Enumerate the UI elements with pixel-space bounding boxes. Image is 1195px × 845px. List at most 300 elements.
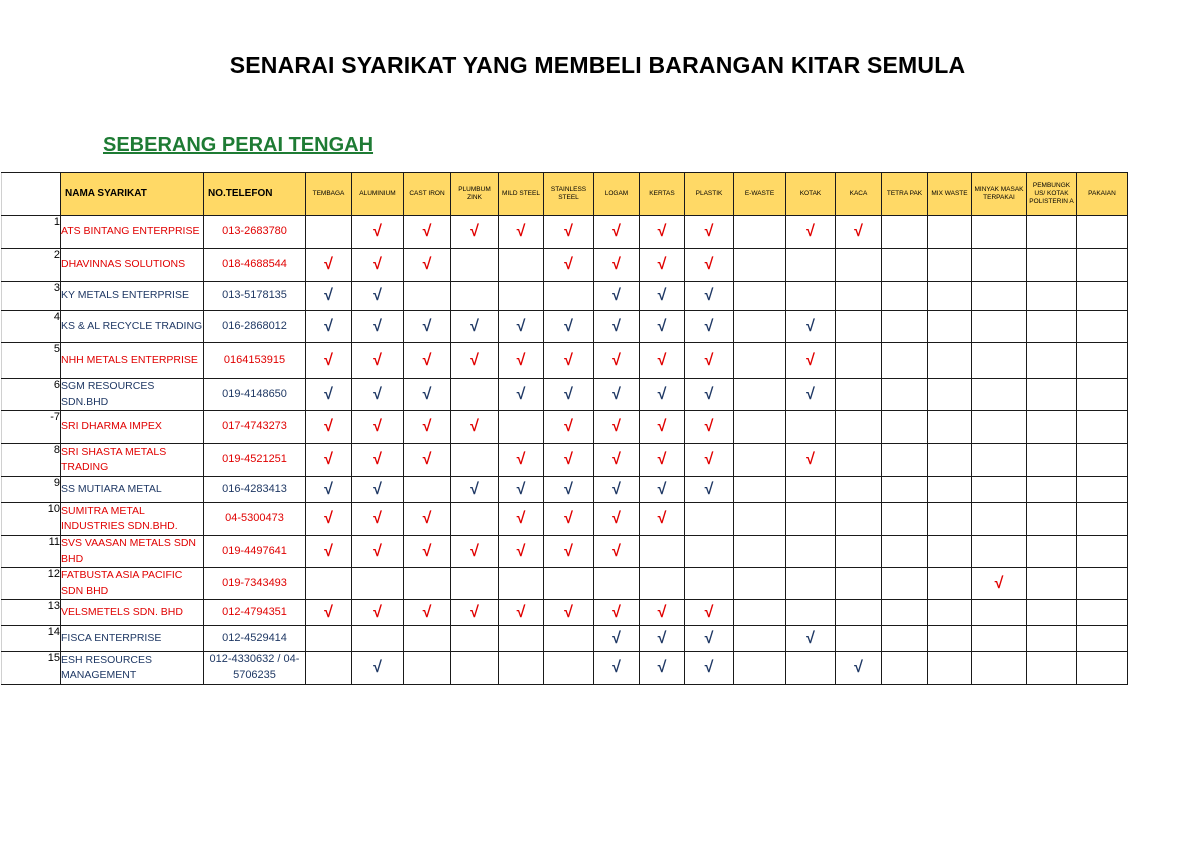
check-mark-icon: √ xyxy=(451,411,499,444)
empty-material-cell xyxy=(404,568,451,600)
check-mark-icon: √ xyxy=(306,444,352,477)
empty-material-cell xyxy=(1077,652,1128,685)
empty-material-cell xyxy=(404,652,451,685)
check-mark-icon: √ xyxy=(786,311,836,343)
empty-material-cell xyxy=(836,249,882,282)
check-mark-icon: √ xyxy=(685,477,734,503)
empty-material-cell xyxy=(882,343,928,379)
empty-material-cell xyxy=(1077,249,1128,282)
empty-material-cell xyxy=(1027,216,1077,249)
check-mark-icon: √ xyxy=(499,444,544,477)
empty-material-cell xyxy=(928,600,972,626)
check-mark-icon: √ xyxy=(640,444,685,477)
check-mark-icon: √ xyxy=(306,411,352,444)
check-mark-icon: √ xyxy=(499,477,544,503)
phone-cell: 04-5300473 xyxy=(204,503,306,536)
check-mark-icon: √ xyxy=(544,411,594,444)
check-mark-icon: √ xyxy=(451,600,499,626)
empty-material-cell xyxy=(451,652,499,685)
empty-material-cell xyxy=(928,626,972,652)
row-number: 8 xyxy=(2,444,61,477)
empty-material-cell xyxy=(1027,411,1077,444)
empty-material-cell xyxy=(882,216,928,249)
empty-material-cell xyxy=(734,249,786,282)
phone-cell: 019-4521251 xyxy=(204,444,306,477)
company-name-cell: SRI SHASTA METALS TRADING xyxy=(61,444,204,477)
empty-material-cell xyxy=(882,536,928,568)
check-mark-icon: √ xyxy=(499,503,544,536)
check-mark-icon: √ xyxy=(972,568,1027,600)
empty-material-cell xyxy=(882,503,928,536)
empty-material-cell xyxy=(928,411,972,444)
check-mark-icon: √ xyxy=(594,216,640,249)
check-mark-icon: √ xyxy=(640,477,685,503)
empty-material-cell xyxy=(786,652,836,685)
check-mark-icon: √ xyxy=(594,600,640,626)
check-mark-icon: √ xyxy=(352,216,404,249)
empty-material-cell xyxy=(306,568,352,600)
row-number: 13 xyxy=(2,600,61,626)
empty-material-cell xyxy=(928,536,972,568)
table-row xyxy=(2,536,1128,568)
check-mark-icon: √ xyxy=(499,379,544,411)
empty-material-cell xyxy=(451,626,499,652)
check-mark-icon: √ xyxy=(404,536,451,568)
phone-cell: 013-5178135 xyxy=(204,282,306,311)
empty-material-cell xyxy=(306,216,352,249)
empty-material-cell xyxy=(404,626,451,652)
row-number: 15 xyxy=(2,652,61,685)
check-mark-icon: √ xyxy=(404,249,451,282)
empty-material-cell xyxy=(1027,626,1077,652)
row-number: 6 xyxy=(2,379,61,411)
empty-material-cell xyxy=(499,626,544,652)
check-mark-icon: √ xyxy=(594,343,640,379)
empty-material-cell xyxy=(306,626,352,652)
empty-material-cell xyxy=(928,282,972,311)
phone-cell: 012-4794351 xyxy=(204,600,306,626)
phone-cell: 018-4688544 xyxy=(204,249,306,282)
table-header-row xyxy=(2,173,1128,216)
empty-material-cell xyxy=(1027,379,1077,411)
check-mark-icon: √ xyxy=(594,249,640,282)
check-mark-icon: √ xyxy=(594,379,640,411)
company-name-cell: SGM RESOURCES SDN.BHD xyxy=(61,379,204,411)
empty-material-cell xyxy=(1077,503,1128,536)
empty-material-cell xyxy=(1077,282,1128,311)
row-number: 10 xyxy=(2,503,61,536)
header-material: MIX WASTE xyxy=(928,173,972,216)
header-phone: NO.TELEFON xyxy=(204,173,306,216)
check-mark-icon: √ xyxy=(499,600,544,626)
empty-material-cell xyxy=(1027,536,1077,568)
empty-material-cell xyxy=(1077,343,1128,379)
empty-material-cell xyxy=(451,249,499,282)
check-mark-icon: √ xyxy=(685,282,734,311)
empty-material-cell xyxy=(734,477,786,503)
empty-material-cell xyxy=(499,249,544,282)
empty-material-cell xyxy=(882,282,928,311)
empty-material-cell xyxy=(836,311,882,343)
empty-material-cell xyxy=(882,626,928,652)
empty-material-cell xyxy=(1077,536,1128,568)
check-mark-icon: √ xyxy=(594,311,640,343)
check-mark-icon: √ xyxy=(352,311,404,343)
empty-material-cell xyxy=(306,652,352,685)
empty-material-cell xyxy=(544,282,594,311)
empty-material-cell xyxy=(836,343,882,379)
empty-material-cell xyxy=(544,626,594,652)
empty-material-cell xyxy=(786,411,836,444)
phone-cell: 019-4497641 xyxy=(204,536,306,568)
table-row xyxy=(2,600,1128,626)
empty-material-cell xyxy=(1027,600,1077,626)
check-mark-icon: √ xyxy=(594,652,640,685)
empty-material-cell xyxy=(685,503,734,536)
phone-cell: 016-2868012 xyxy=(204,311,306,343)
empty-material-cell xyxy=(1077,600,1128,626)
header-material: KOTAK xyxy=(786,173,836,216)
table-row xyxy=(2,444,1128,477)
check-mark-icon: √ xyxy=(786,216,836,249)
empty-material-cell xyxy=(1027,503,1077,536)
table-row xyxy=(2,343,1128,379)
empty-material-cell xyxy=(1027,477,1077,503)
check-mark-icon: √ xyxy=(544,477,594,503)
empty-material-cell xyxy=(734,626,786,652)
check-mark-icon: √ xyxy=(352,249,404,282)
empty-material-cell xyxy=(928,477,972,503)
check-mark-icon: √ xyxy=(544,249,594,282)
empty-material-cell xyxy=(928,311,972,343)
check-mark-icon: √ xyxy=(836,652,882,685)
check-mark-icon: √ xyxy=(640,626,685,652)
company-name-cell: VELSMETELS SDN. BHD xyxy=(61,600,204,626)
empty-material-cell xyxy=(786,477,836,503)
empty-material-cell xyxy=(972,600,1027,626)
check-mark-icon: √ xyxy=(786,379,836,411)
empty-material-cell xyxy=(972,249,1027,282)
check-mark-icon: √ xyxy=(544,311,594,343)
phone-cell: 016-4283413 xyxy=(204,477,306,503)
check-mark-icon: √ xyxy=(306,379,352,411)
check-mark-icon: √ xyxy=(352,600,404,626)
empty-material-cell xyxy=(1077,379,1128,411)
check-mark-icon: √ xyxy=(404,600,451,626)
empty-material-cell xyxy=(928,568,972,600)
empty-material-cell xyxy=(734,216,786,249)
check-mark-icon: √ xyxy=(640,379,685,411)
check-mark-icon: √ xyxy=(352,411,404,444)
check-mark-icon: √ xyxy=(404,444,451,477)
empty-material-cell xyxy=(836,600,882,626)
table-row xyxy=(2,411,1128,444)
empty-material-cell xyxy=(882,568,928,600)
check-mark-icon: √ xyxy=(544,536,594,568)
company-name-cell: FATBUSTA ASIA PACIFIC SDN BHD xyxy=(61,568,204,600)
check-mark-icon: √ xyxy=(544,600,594,626)
empty-material-cell xyxy=(499,568,544,600)
check-mark-icon: √ xyxy=(404,343,451,379)
table-row xyxy=(2,568,1128,600)
check-mark-icon: √ xyxy=(352,503,404,536)
empty-material-cell xyxy=(972,311,1027,343)
company-name-cell: SUMITRA METAL INDUSTRIES SDN.BHD. xyxy=(61,503,204,536)
header-material: MILD STEEL xyxy=(499,173,544,216)
company-table xyxy=(1,172,1128,685)
check-mark-icon: √ xyxy=(306,600,352,626)
empty-material-cell xyxy=(836,444,882,477)
check-mark-icon: √ xyxy=(685,343,734,379)
phone-cell: 012-4529414 xyxy=(204,626,306,652)
company-name-cell: ESH RESOURCES MANAGEMENT xyxy=(61,652,204,685)
empty-material-cell xyxy=(928,652,972,685)
phone-cell: 012-4330632 / 04-5706235 xyxy=(204,652,306,685)
check-mark-icon: √ xyxy=(640,503,685,536)
empty-material-cell xyxy=(685,568,734,600)
header-material: MINYAK MASAK TERPAKAI xyxy=(972,173,1027,216)
empty-material-cell xyxy=(786,536,836,568)
check-mark-icon: √ xyxy=(544,379,594,411)
check-mark-icon: √ xyxy=(352,379,404,411)
empty-material-cell xyxy=(928,216,972,249)
empty-material-cell xyxy=(352,568,404,600)
empty-material-cell xyxy=(928,444,972,477)
empty-material-cell xyxy=(882,600,928,626)
empty-material-cell xyxy=(734,311,786,343)
check-mark-icon: √ xyxy=(306,477,352,503)
company-name-cell: SS MUTIARA METAL xyxy=(61,477,204,503)
check-mark-icon: √ xyxy=(306,536,352,568)
check-mark-icon: √ xyxy=(306,343,352,379)
check-mark-icon: √ xyxy=(404,503,451,536)
empty-material-cell xyxy=(544,652,594,685)
region-subtitle: SEBERANG PERAI TENGAH xyxy=(103,134,374,156)
table-row xyxy=(2,216,1128,249)
empty-material-cell xyxy=(1027,249,1077,282)
empty-material-cell xyxy=(1027,282,1077,311)
check-mark-icon: √ xyxy=(786,626,836,652)
empty-material-cell xyxy=(972,379,1027,411)
empty-material-cell xyxy=(882,477,928,503)
check-mark-icon: √ xyxy=(451,216,499,249)
header-material: E-WASTE xyxy=(734,173,786,216)
check-mark-icon: √ xyxy=(499,343,544,379)
check-mark-icon: √ xyxy=(404,379,451,411)
check-mark-icon: √ xyxy=(594,626,640,652)
check-mark-icon: √ xyxy=(306,503,352,536)
check-mark-icon: √ xyxy=(685,652,734,685)
page-title: SENARAI SYARIKAT YANG MEMBELI BARANGAN KITAR SEMULA xyxy=(229,52,966,78)
header-material: TEMBAGA xyxy=(306,173,352,216)
check-mark-icon: √ xyxy=(685,626,734,652)
row-number: 1 xyxy=(2,216,61,249)
empty-material-cell xyxy=(836,411,882,444)
empty-material-cell xyxy=(1077,444,1128,477)
empty-material-cell xyxy=(972,536,1027,568)
empty-material-cell xyxy=(1077,216,1128,249)
empty-material-cell xyxy=(972,503,1027,536)
check-mark-icon: √ xyxy=(685,444,734,477)
empty-material-cell xyxy=(734,568,786,600)
empty-material-cell xyxy=(836,503,882,536)
empty-material-cell xyxy=(544,568,594,600)
empty-material-cell xyxy=(734,652,786,685)
empty-material-cell xyxy=(499,282,544,311)
phone-cell: 019-7343493 xyxy=(204,568,306,600)
empty-material-cell xyxy=(594,568,640,600)
check-mark-icon: √ xyxy=(685,379,734,411)
empty-material-cell xyxy=(786,600,836,626)
check-mark-icon: √ xyxy=(640,311,685,343)
empty-material-cell xyxy=(451,379,499,411)
empty-material-cell xyxy=(972,444,1027,477)
check-mark-icon: √ xyxy=(499,311,544,343)
empty-material-cell xyxy=(928,503,972,536)
phone-cell: 017-4743273 xyxy=(204,411,306,444)
empty-material-cell xyxy=(928,379,972,411)
check-mark-icon: √ xyxy=(404,216,451,249)
table-row xyxy=(2,503,1128,536)
check-mark-icon: √ xyxy=(451,477,499,503)
empty-material-cell xyxy=(451,568,499,600)
empty-material-cell xyxy=(451,444,499,477)
check-mark-icon: √ xyxy=(594,503,640,536)
empty-material-cell xyxy=(836,282,882,311)
check-mark-icon: √ xyxy=(640,216,685,249)
company-name-cell: KS & AL RECYCLE TRADING xyxy=(61,311,204,343)
phone-cell: 0164153915 xyxy=(204,343,306,379)
empty-material-cell xyxy=(786,249,836,282)
empty-material-cell xyxy=(882,411,928,444)
phone-cell: 013-2683780 xyxy=(204,216,306,249)
empty-material-cell xyxy=(882,444,928,477)
empty-material-cell xyxy=(734,503,786,536)
empty-material-cell xyxy=(786,568,836,600)
empty-material-cell xyxy=(972,652,1027,685)
table-row xyxy=(2,652,1128,685)
header-material: STAINLESS STEEL xyxy=(544,173,594,216)
header-material: ALUMINIUM xyxy=(352,173,404,216)
empty-material-cell xyxy=(640,536,685,568)
table-body xyxy=(2,216,1128,685)
empty-material-cell xyxy=(1077,626,1128,652)
check-mark-icon: √ xyxy=(404,411,451,444)
empty-material-cell xyxy=(882,311,928,343)
check-mark-icon: √ xyxy=(640,600,685,626)
empty-material-cell xyxy=(734,379,786,411)
check-mark-icon: √ xyxy=(594,444,640,477)
table-row xyxy=(2,379,1128,411)
check-mark-icon: √ xyxy=(352,444,404,477)
empty-material-cell xyxy=(1077,411,1128,444)
check-mark-icon: √ xyxy=(836,216,882,249)
row-number: 2 xyxy=(2,249,61,282)
empty-material-cell xyxy=(972,282,1027,311)
row-number: 14 xyxy=(2,626,61,652)
empty-material-cell xyxy=(499,652,544,685)
empty-material-cell xyxy=(972,343,1027,379)
table-row xyxy=(2,477,1128,503)
company-name-cell: SRI DHARMA IMPEX xyxy=(61,411,204,444)
check-mark-icon: √ xyxy=(451,343,499,379)
empty-material-cell xyxy=(928,343,972,379)
empty-material-cell xyxy=(734,411,786,444)
row-number: 3 xyxy=(2,282,61,311)
empty-material-cell xyxy=(836,536,882,568)
empty-material-cell xyxy=(1027,444,1077,477)
row-number: -7 xyxy=(2,411,61,444)
empty-material-cell xyxy=(836,477,882,503)
empty-material-cell xyxy=(685,536,734,568)
check-mark-icon: √ xyxy=(594,536,640,568)
check-mark-icon: √ xyxy=(685,249,734,282)
empty-material-cell xyxy=(734,343,786,379)
check-mark-icon: √ xyxy=(640,343,685,379)
check-mark-icon: √ xyxy=(685,600,734,626)
empty-material-cell xyxy=(734,600,786,626)
check-mark-icon: √ xyxy=(786,343,836,379)
table-row xyxy=(2,311,1128,343)
empty-material-cell xyxy=(972,216,1027,249)
check-mark-icon: √ xyxy=(544,444,594,477)
empty-material-cell xyxy=(972,411,1027,444)
company-name-cell: ATS BINTANG ENTERPRISE xyxy=(61,216,204,249)
check-mark-icon: √ xyxy=(499,536,544,568)
check-mark-icon: √ xyxy=(640,411,685,444)
header-material: PAKAIAN xyxy=(1077,173,1128,216)
company-name-cell: DHAVINNAS SOLUTIONS xyxy=(61,249,204,282)
phone-cell: 019-4148650 xyxy=(204,379,306,411)
empty-material-cell xyxy=(352,626,404,652)
empty-material-cell xyxy=(734,536,786,568)
header-material: KERTAS xyxy=(640,173,685,216)
check-mark-icon: √ xyxy=(451,311,499,343)
empty-material-cell xyxy=(734,282,786,311)
empty-material-cell xyxy=(882,379,928,411)
empty-material-cell xyxy=(1077,477,1128,503)
check-mark-icon: √ xyxy=(352,536,404,568)
row-number: 5 xyxy=(2,343,61,379)
row-number: 11 xyxy=(2,536,61,568)
check-mark-icon: √ xyxy=(544,216,594,249)
check-mark-icon: √ xyxy=(594,282,640,311)
empty-material-cell xyxy=(836,379,882,411)
check-mark-icon: √ xyxy=(352,343,404,379)
header-material: PLASTIK xyxy=(685,173,734,216)
empty-material-cell xyxy=(404,477,451,503)
check-mark-icon: √ xyxy=(544,503,594,536)
header-company-name: NAMA SYARIKAT xyxy=(61,173,204,216)
empty-material-cell xyxy=(1077,568,1128,600)
check-mark-icon: √ xyxy=(306,282,352,311)
header-material: CAST IRON xyxy=(404,173,451,216)
row-number: 4 xyxy=(2,311,61,343)
check-mark-icon: √ xyxy=(594,477,640,503)
check-mark-icon: √ xyxy=(685,411,734,444)
empty-material-cell xyxy=(499,411,544,444)
table-row xyxy=(2,626,1128,652)
empty-material-cell xyxy=(1027,311,1077,343)
check-mark-icon: √ xyxy=(786,444,836,477)
empty-material-cell xyxy=(1027,343,1077,379)
empty-material-cell xyxy=(451,282,499,311)
check-mark-icon: √ xyxy=(640,652,685,685)
header-material: LOGAM xyxy=(594,173,640,216)
empty-material-cell xyxy=(836,568,882,600)
check-mark-icon: √ xyxy=(352,477,404,503)
company-name-cell: SVS VAASAN METALS SDN BHD xyxy=(61,536,204,568)
